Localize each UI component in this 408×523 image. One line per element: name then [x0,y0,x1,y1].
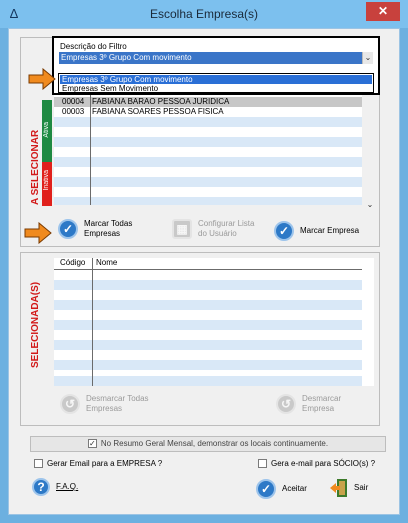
tab-ativa[interactable] [42,100,52,162]
selected-list[interactable] [54,258,374,386]
undo-icon: ↺ [276,394,296,414]
mark-company-button[interactable] [274,221,359,241]
faq-button[interactable] [32,478,78,496]
orange-arrow-icon [24,222,52,244]
tab-ativa-label: Ativa [43,122,50,138]
dropdown-option[interactable]: Empresas 3º Grupo Com movimento [60,75,372,84]
empty-row [54,197,362,205]
tab-inativa-label: Inativa [43,170,50,191]
triangle-icon: Δ [9,6,19,21]
mark-all-label: Marcar Todas Empresas [84,219,133,238]
email-socio-checkbox[interactable] [258,459,267,468]
chevron-down-icon[interactable]: ⌄ [366,200,374,209]
exit-button[interactable] [330,478,368,498]
chevron-down-icon[interactable]: ⌄ [362,52,373,64]
email-socio-label: Gera e-mail para SÓCIO(s) ? [271,459,376,468]
column-header-code: Código [60,258,86,267]
row-name: FABIANA BARAO PESSOA JURIDICA [92,97,230,106]
check-icon: ✓ [58,219,78,239]
check-icon: ✓ [256,479,276,499]
dropdown-option[interactable]: Empresas Sem Movimento [62,84,159,93]
orange-arrow-icon [28,68,56,90]
accept-button[interactable] [256,479,307,499]
exit-label: Sair [354,483,369,492]
mark-company-label: Marcar Empresa [300,226,360,235]
available-list[interactable] [54,95,362,205]
filter-select[interactable]: Empresas 3º Grupo Com movimento [59,52,371,64]
mark-all-button[interactable] [58,219,132,239]
row-name: FABIANA SOARES PESSOA FISICA [92,107,224,116]
empty-row [54,280,362,290]
window-title: Escolha Empresa(s) [149,7,259,21]
column-divider [92,258,93,386]
accept-label: Aceitar [282,484,307,493]
resumo-label: No Resumo Geral Mensal, demonstrar os locais continuamente. [100,439,329,448]
email-empresa-option[interactable] [34,459,162,469]
email-empresa-checkbox[interactable] [34,459,43,468]
selected-side-label: SELECIONADA(S) [30,281,41,368]
row-code: 00004 [62,97,85,106]
table-row[interactable] [54,97,362,107]
row-code: 00003 [62,107,85,116]
title-bar [0,0,408,28]
available-side-label: A SELECIONAR [30,129,41,205]
empty-row [54,300,362,310]
empty-row [54,117,362,127]
column-divider [90,95,91,205]
empty-row [54,320,362,330]
empty-row [54,157,362,167]
filter-dropdown-list[interactable] [58,73,374,93]
empty-row [54,376,362,386]
column-header-name: Nome [96,258,118,267]
available-scrollbar[interactable] [362,95,378,211]
unmark-company-label: Desmarcar Empresa [302,394,342,413]
email-empresa-label: Gerar Email para a EMPRESA ? [47,459,163,468]
unmark-all-label: Desmarcar Todas Empresas [86,394,149,413]
unmark-all-button[interactable] [60,394,149,414]
close-button[interactable]: ✕ [366,2,400,21]
empty-row [54,360,362,370]
check-icon: ✓ [274,221,294,241]
email-socio-option[interactable] [258,459,375,469]
table-row[interactable] [54,107,362,117]
empty-row [54,137,362,147]
unmark-company-button[interactable] [276,394,341,414]
filter-label: Descrição do Filtro [60,42,127,51]
faq-label: F.A.Q. [56,482,79,491]
empty-row [54,340,362,350]
undo-icon: ↺ [60,394,80,414]
exit-door-icon [330,478,348,498]
config-icon: ▦ [172,219,192,239]
resumo-checkbox[interactable]: ✓ [89,439,96,449]
empty-row [54,177,362,187]
configure-list-label: Configurar Lista do Usuário [198,219,255,238]
tab-inativa[interactable] [42,162,52,206]
configure-list-button[interactable] [172,219,254,239]
help-icon: ? [32,478,50,496]
resumo-option[interactable] [30,436,386,452]
table-header [54,258,362,270]
